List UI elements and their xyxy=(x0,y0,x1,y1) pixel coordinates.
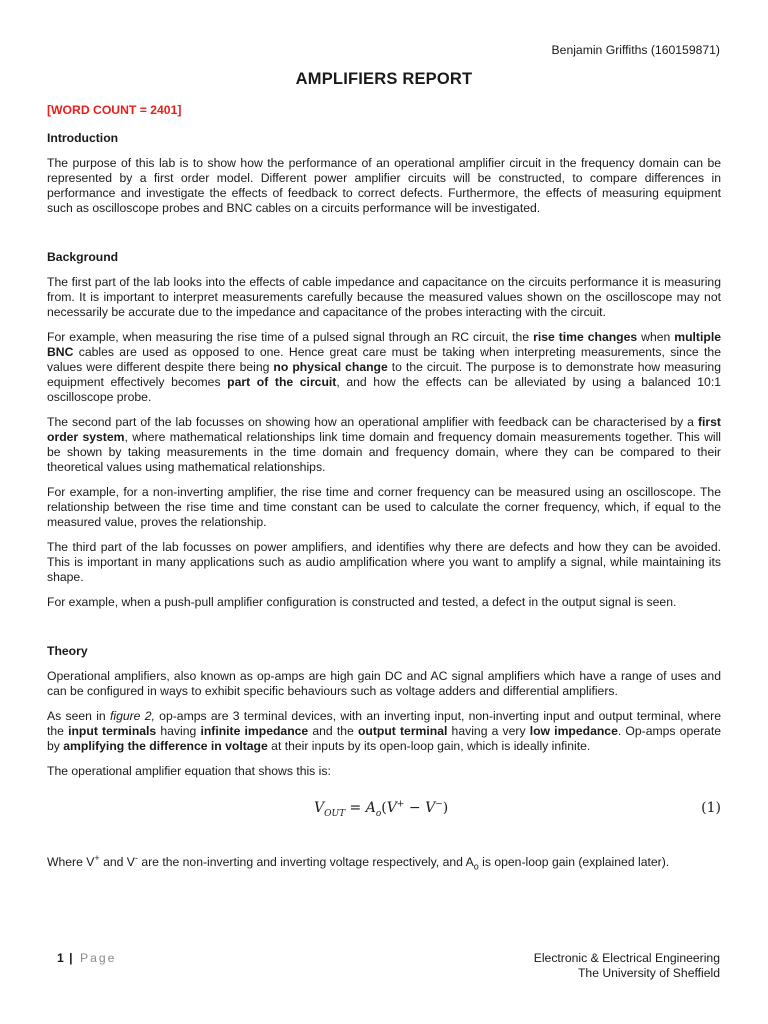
equation-expression: $V_{OUT} = A_o(V^+ - V^-)$ xyxy=(314,799,449,819)
document-body xyxy=(47,103,721,880)
background-paragraph-1: The first part of the lab looks into the effects of cable impedance and capacitance on the circuits performance it is measuring from. It is important to interpret measurements carefully because the measured values shown on the oscilloscope may not necessarily be accurate due to the impedance and capacitance of the probes interacting with the circuit. xyxy=(47,275,721,319)
section-gap xyxy=(47,226,721,250)
background-heading: Background xyxy=(47,250,119,264)
introduction-heading: Introduction xyxy=(47,131,119,145)
background-paragraph-4: For example, for a non-inverting amplifier, the rise time and corner frequency can be measured using an oscilloscope. The relationship between the rise time and time constant can be used to calculate the corner frequency, which, if equal to the measured value, proves the relationship. xyxy=(47,485,721,529)
page-number-footer xyxy=(57,951,116,966)
word-count: [WORD COUNT = 2401] xyxy=(47,103,182,117)
page-separator: | xyxy=(69,951,73,965)
page-label: Page xyxy=(79,951,117,965)
background-paragraph-6: For example, when a push-pull amplifier configuration is constructed and tested, a defect in the output signal is seen. xyxy=(47,595,677,609)
theory-paragraph-2: As seen in figure 2, op-amps are 3 terminal devices, with an inverting input, non-inverting input and output terminal, where the input terminals having infinite impedance and the output terminal having a very low impedance. Op-amps operate by amplifying the difference in voltage at their inputs by its open-loop gain, which is ideally infinite. xyxy=(47,709,722,753)
theory-paragraph-3: The operational amplifier equation that shows this is: xyxy=(47,764,331,778)
institution-footer xyxy=(534,951,720,981)
theory-paragraph-4: Where V+ and V- are the non-inverting and inverting voltage respectively, and $A_o$ is open-loop gain (explained later). xyxy=(47,852,670,872)
theory-paragraph-1: Operational amplifiers, also known as op-amps are high gain DC and AC signal amplifiers which have a range of uses and can be configured in ways to exhibit specific behaviours such as voltage adders and differential amplifiers. xyxy=(47,669,721,698)
background-paragraph-3: The second part of the lab focusses on showing how an operational amplifier with feedback can be characterised by a first order system, where mathematical relationships link time domain and frequency domain measurements together. This will be shown by taking measurements in the time domain and frequency domain, where they can be compared to their theoretical values using mathematical relationships. xyxy=(47,415,721,474)
equation-number: (1) xyxy=(701,800,721,816)
university-name: The University of Sheffield xyxy=(577,966,720,980)
op-amp-equation xyxy=(47,801,721,825)
background-paragraph-5: The third part of the lab focusses on power amplifiers, and identifies why there are defects and how they can be avoided. This is important in many applications such as audio amplification where you want to amplify a signal, while maintaining its shape. xyxy=(47,540,721,584)
page-number: 1 xyxy=(57,951,64,965)
theory-heading: Theory xyxy=(47,644,88,658)
introduction-paragraph: The purpose of this lab is to show how the performance of an operational amplifier circuit in the frequency domain can be represented by a first order model. Different power amplifier circuits will be constructed, to compare differences in performance and investigate the effects of feedback to correct defects. Furthermore, the effects of measuring equipment such as oscilloscope probes and BNC cables on a circuits performance will be investigated. xyxy=(47,156,721,215)
section-gap xyxy=(47,620,721,644)
background-paragraph-2: For example, when measuring the rise time of a pulsed signal through an RC circuit, the rise time changes when multiple BNC cables are used as opposed to one. Hence great care must be taking when interpreting measurements, since the values were different despite there being no physical change to the circuit. The purpose is to demonstrate how measuring equipment effectively becomes part of the circuit, and how the effects can be alleviated by using a balanced 10:1 oscilloscope probe. xyxy=(47,330,721,404)
department-name: Electronic & Electrical Engineering xyxy=(533,951,720,965)
document-title: AMPLIFIERS REPORT xyxy=(295,70,473,88)
author-header: Benjamin Griffiths (160159871) xyxy=(551,43,720,57)
